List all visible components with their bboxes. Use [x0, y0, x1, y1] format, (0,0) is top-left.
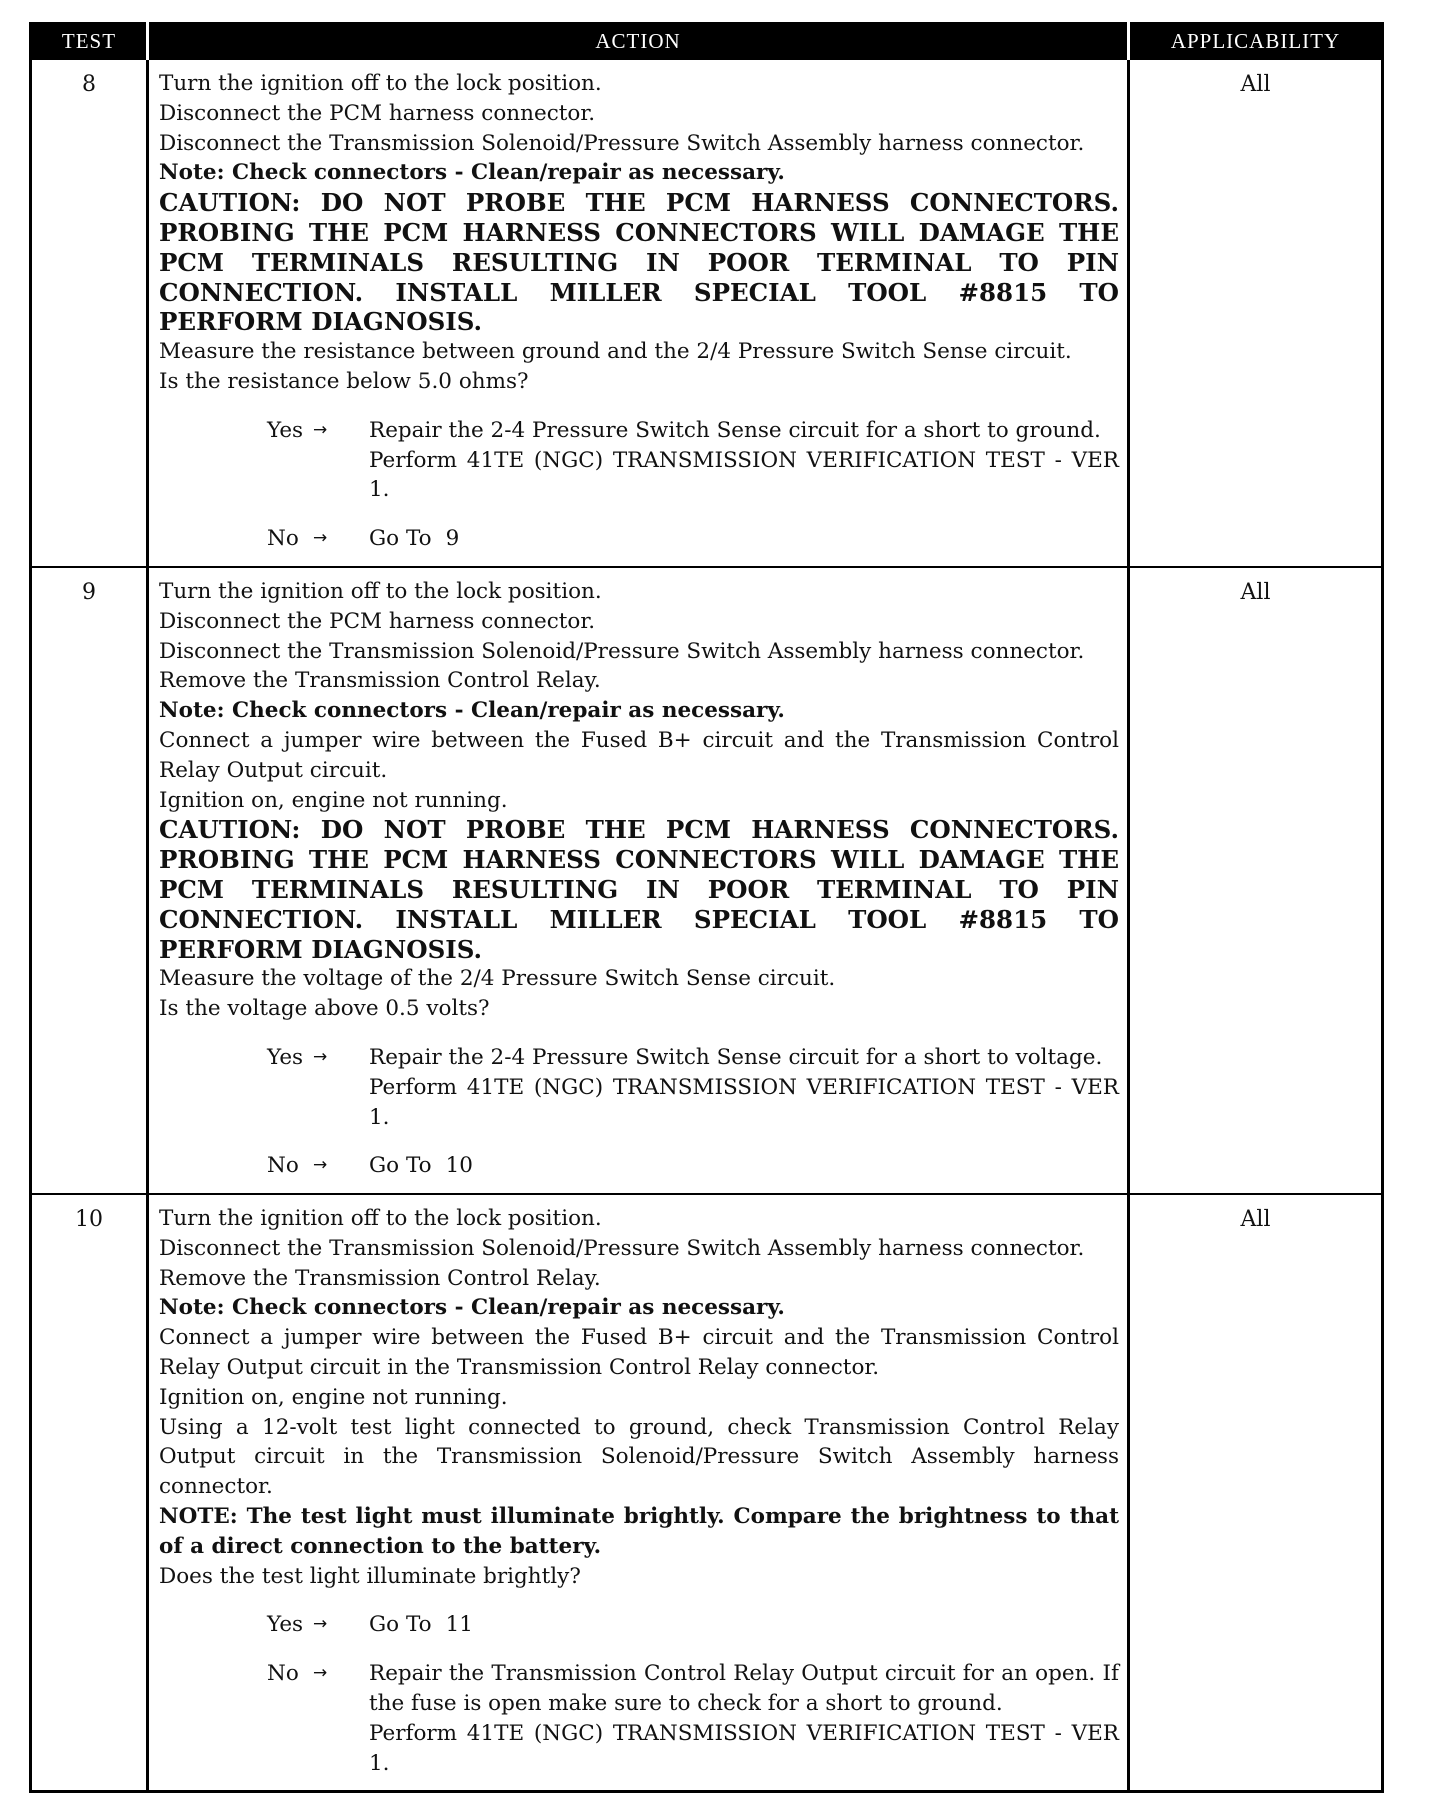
step-text: Is the voltage above 0.5 volts? — [159, 996, 490, 1022]
action-cell — [148, 1194, 1129, 1792]
applicability-value: All — [1129, 567, 1383, 1194]
diagnostic-test-table — [29, 22, 1384, 1793]
header-test: TEST — [31, 24, 148, 60]
arrow-right-icon: → — [313, 419, 328, 440]
outcome-no — [267, 524, 1119, 554]
action-cell — [148, 567, 1129, 1194]
test-number: 8 — [31, 59, 148, 567]
step-text: Turn the ignition off to the lock position. — [159, 578, 602, 604]
step-text: Disconnect the PCM harness connector. — [159, 100, 596, 126]
outcome-label: No — [267, 1661, 299, 1687]
outcome-label: Yes — [267, 417, 304, 443]
outcome-label: No — [267, 526, 299, 552]
outcome-label: No — [267, 1153, 299, 1179]
step-text: Remove the Transmission Control Relay. — [159, 1265, 601, 1291]
step-text: Connect a jumper wire between the Fused B+ circuit and the Transmission Control Relay Output circuit in the Transmission Control Relay connector. — [159, 1325, 1119, 1381]
header-action: ACTION — [148, 24, 1129, 60]
step-text: Disconnect the Transmission Solenoid/Pressure Switch Assembly harness connector. — [159, 130, 1085, 156]
arrow-right-icon: → — [313, 1155, 328, 1176]
action-cell — [148, 59, 1129, 567]
note-text: NOTE: The test light must illuminate brightly. Compare the brightness to that of a direct connection to the battery. — [159, 1504, 1119, 1559]
test-number: 9 — [31, 567, 148, 1194]
step-text: Turn the ignition off to the lock position. — [159, 71, 602, 96]
arrow-right-icon: → — [313, 528, 328, 549]
outcome-action: Repair the 2-4 Pressure Switch Sense circuit for a short to voltage. — [369, 1044, 1103, 1070]
step-text: Ignition on, engine not running. — [159, 1384, 508, 1410]
note-text: Note: Check connectors - Clean/repair as necessary. — [159, 698, 785, 724]
table-header — [31, 24, 1383, 60]
arrow-right-icon: → — [313, 1614, 328, 1635]
goto-link[interactable]: 10 — [445, 1153, 473, 1179]
outcome-label: Yes — [267, 1612, 304, 1638]
step-text: Measure the resistance between ground and the 2/4 Pressure Switch Sense circuit. — [159, 339, 1072, 365]
goto-text: Go To — [369, 1612, 432, 1638]
note-text: Note: Check connectors - Clean/repair as necessary. — [159, 160, 785, 186]
step-text: Ignition on, engine not running. — [159, 787, 508, 813]
test-number: 10 — [31, 1194, 148, 1792]
goto-text: Go To — [369, 526, 432, 552]
outcome-action: Repair the Transmission Control Relay Output circuit for an open. If the fuse is open make sure to check for a short to ground. — [369, 1661, 1119, 1717]
outcome-action: Perform 41TE (NGC) TRANSMISSION VERIFICATION TEST - VER 1. — [369, 447, 1119, 503]
arrow-right-icon: → — [313, 1663, 328, 1684]
outcome-yes — [267, 416, 1119, 505]
goto-link[interactable]: 9 — [445, 526, 460, 552]
outcomes — [159, 1043, 1119, 1181]
goto-link[interactable]: 11 — [445, 1612, 473, 1638]
outcome-action: Repair the 2-4 Pressure Switch Sense circuit for a short to ground. — [369, 417, 1101, 443]
outcomes — [159, 1610, 1119, 1778]
step-text: Does the test light illuminate brightly? — [159, 1563, 581, 1589]
step-text: Is the resistance below 5.0 ohms? — [159, 368, 529, 394]
step-text: Remove the Transmission Control Relay. — [159, 668, 601, 694]
outcome-no — [267, 1659, 1119, 1778]
outcome-action: Perform 41TE (NGC) TRANSMISSION VERIFICATION TEST - VER 1. — [369, 1074, 1119, 1130]
header-applicability: APPLICABILITY — [1129, 24, 1383, 60]
table-row-test-8 — [31, 59, 1383, 567]
step-text: Disconnect the PCM harness connector. — [159, 608, 596, 634]
step-text: Connect a jumper wire between the Fused B+ circuit and the Transmission Control Relay Output circuit. — [159, 727, 1119, 783]
arrow-right-icon: → — [313, 1046, 328, 1067]
applicability-value: All — [1129, 59, 1383, 567]
caution-text: CAUTION: DO NOT PROBE THE PCM HARNESS CONNECTORS. PROBING THE PCM HARNESS CONNECTORS WILL DAMAGE THE PCM TERMINALS RESULTING IN POOR TERMINAL TO PIN CONNECTION. INSTALL MILLER SPECIAL TOOL #8815 TO PERFORM DIAGNOSIS. — [159, 815, 1119, 964]
outcome-yes — [267, 1610, 1119, 1640]
table-row-test-9 — [31, 567, 1383, 1194]
step-text: Measure the voltage of the 2/4 Pressure Switch Sense circuit. — [159, 966, 836, 992]
table-row-test-10 — [31, 1194, 1383, 1792]
outcome-label: Yes — [267, 1044, 304, 1070]
outcome-no — [267, 1151, 1119, 1181]
note-text: Note: Check connectors - Clean/repair as necessary. — [159, 1295, 785, 1321]
step-text: Using a 12-volt test light connected to ground, check Transmission Control Relay Output circuit in the Transmission Solenoid/Pressure Switch Assembly harness connector. — [159, 1414, 1119, 1500]
outcome-yes — [267, 1043, 1119, 1132]
caution-text: CAUTION: DO NOT PROBE THE PCM HARNESS CONNECTORS. PROBING THE PCM HARNESS CONNECTORS WILL DAMAGE THE PCM TERMINALS RESULTING IN POOR TERMINAL TO PIN CONNECTION. INSTALL MILLER SPECIAL TOOL #8815 TO PERFORM DIAGNOSIS. — [159, 188, 1119, 337]
step-text: Disconnect the Transmission Solenoid/Pressure Switch Assembly harness connector. — [159, 638, 1085, 664]
goto-text: Go To — [369, 1153, 432, 1179]
outcome-action: Perform 41TE (NGC) TRANSMISSION VERIFICATION TEST - VER 1. — [369, 1720, 1119, 1776]
applicability-value: All — [1129, 1194, 1383, 1792]
step-text: Turn the ignition off to the lock position. — [159, 1206, 602, 1232]
outcomes — [159, 416, 1119, 554]
step-text: Disconnect the Transmission Solenoid/Pressure Switch Assembly harness connector. — [159, 1235, 1085, 1261]
